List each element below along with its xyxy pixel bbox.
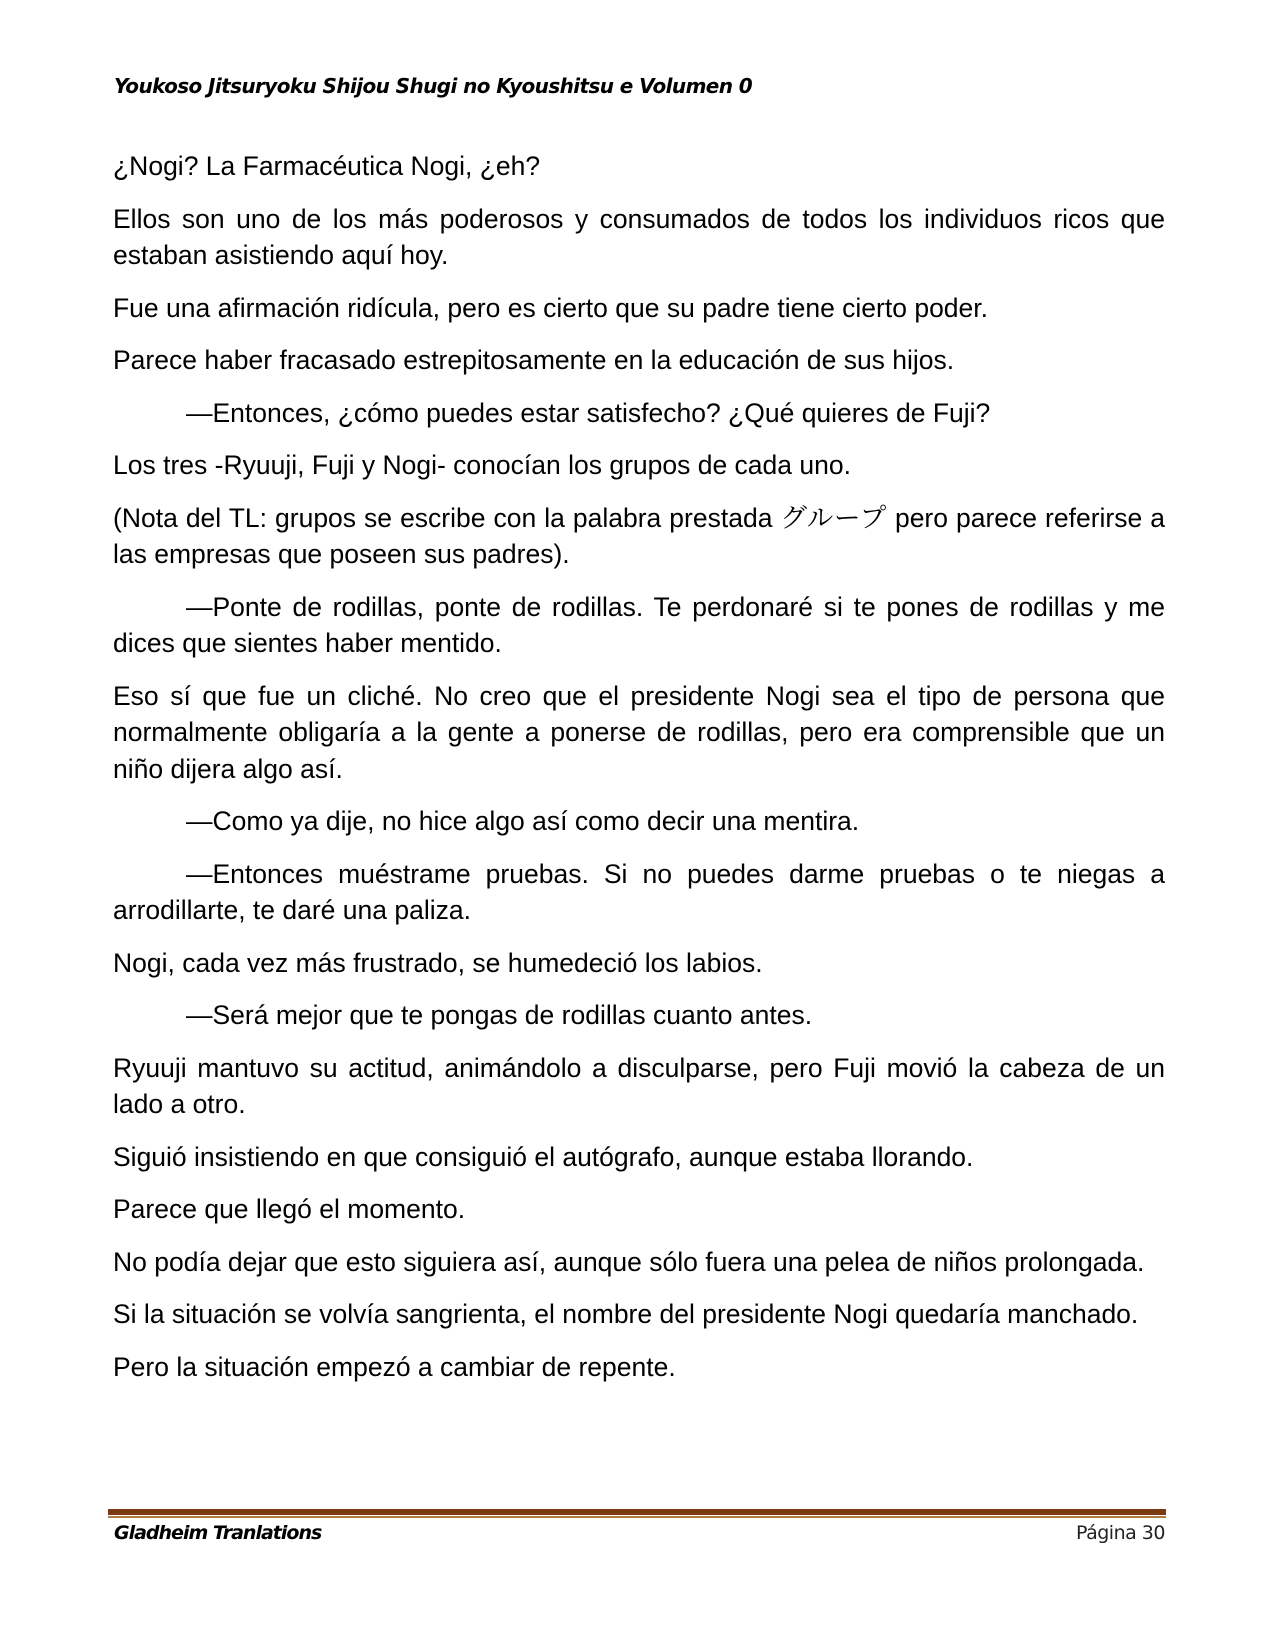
paragraph: Ellos son uno de los más poderosos y consumados de todos los individuos ricos que estaban asistiendo aquí hoy. [113, 203, 1165, 270]
footer-credit: Gladheim Tranlations [114, 1522, 322, 1544]
dialogue-paragraph: —Ponte de rodillas, ponte de rodillas. Te perdonaré si te pones de rodillas y me dices que sientes haber mentido. [113, 591, 1165, 658]
dialogue-paragraph: —Será mejor que te pongas de rodillas cuanto antes. [186, 1000, 813, 1030]
paragraph: Si la situación se volvía sangrienta, el nombre del presidente Nogi quedaría manchado. [113, 1299, 1139, 1329]
dialogue-paragraph: —Como ya dije, no hice algo así como decir una mentira. [186, 806, 860, 836]
paragraph: Los tres -Ryuuji, Fuji y Nogi- conocían los grupos de cada uno. [113, 450, 851, 480]
page-number: Página 30 [1076, 1522, 1165, 1544]
dialogue-paragraph: —Entonces, ¿cómo puedes estar satisfecho? ¿Qué quieres de Fuji? [186, 397, 991, 428]
footer-divider-thin [108, 1516, 1166, 1518]
page-header-title: Youkoso Jitsuryoku Shijou Shugi no Kyoushitsu e Volumen 0 [114, 74, 753, 98]
paragraph: Siguió insistiendo en que consiguió el autógrafo, aunque estaba llorando. [113, 1141, 974, 1172]
footer-divider [108, 1509, 1166, 1518]
paragraph: Nogi, cada vez más frustrado, se humedeció los labios. [113, 947, 763, 978]
paragraph: Pero la situación empezó a cambiar de repente. [113, 1351, 676, 1382]
paragraph: ¿Nogi? La Farmacéutica Nogi, ¿eh? [113, 151, 541, 181]
paragraph: Fue una afirmación ridícula, pero es cierto que su padre tiene cierto poder. [113, 292, 989, 323]
paragraph: Eso sí que fue un cliché. No creo que el presidente Nogi sea el tipo de persona que normalmente obligaría a la gente a ponerse de rodillas, pero era comprensible que un niño dijera algo así. [113, 680, 1165, 784]
paragraph: Parece haber fracasado estrepitosamente en la educación de sus hijos. [113, 345, 955, 375]
paragraph: Parece que llegó el momento. [113, 1194, 466, 1224]
dialogue-paragraph: —Entonces muéstrame pruebas. Si no puedes darme pruebas o te niegas a arrodillarte, te daré una paliza. [113, 858, 1165, 925]
translator-note: (Nota del TL: grupos se escribe con la palabra prestada グループ pero parece referirse a las empresas que poseen sus padres). [113, 502, 1165, 569]
paragraph: Ryuuji mantuvo su actitud, animándolo a disculparse, pero Fuji movió la cabeza de un lado a otro. [113, 1052, 1165, 1119]
paragraph: No podía dejar que esto siguiera así, aunque sólo fuera una pelea de niños prolongada. [113, 1246, 1145, 1277]
document-body [113, 148, 1165, 1401]
